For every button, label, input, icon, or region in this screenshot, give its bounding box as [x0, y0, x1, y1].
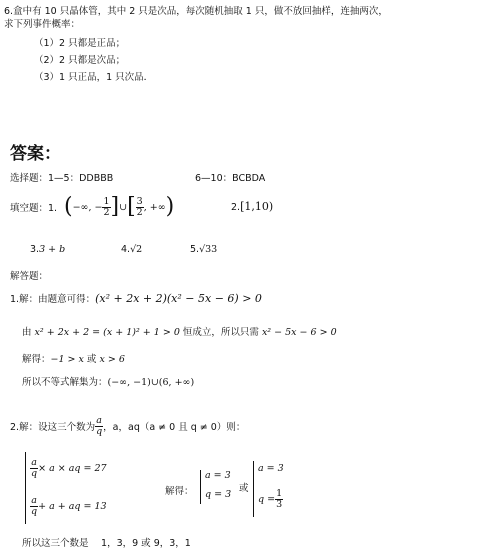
solution-1-q: q = 3	[205, 489, 232, 500]
system-eq-1: $\frac{a}{q}$ × a × aq = 27	[31, 457, 107, 479]
problem-item-2: （2）2 只都是次品；	[34, 55, 126, 66]
solution-brace-2	[253, 461, 255, 517]
union-symbol: ∪	[119, 201, 128, 213]
left-paren: (	[64, 194, 73, 219]
fraction-half: $\frac{1}{2}$	[103, 196, 110, 218]
right-paren: )	[165, 194, 175, 219]
choice-answers-2: 6—10：BCBDA	[195, 173, 266, 184]
choice-answers: 选择题：1—5：DDBBB	[10, 173, 114, 184]
fill-a1-right: , +∞	[143, 201, 166, 213]
problem-line-2: 求下列事件概率：	[4, 19, 81, 30]
problem-item-3: （3）1 只正品，1 只次品．	[34, 72, 154, 83]
solve-heading: 解答题：	[10, 271, 49, 282]
p1-line-2: 由 x² + 2x + 2 = (x + 1)² + 1 > 0 恒成立，所以只需 x² − 5x − 6 > 0	[22, 327, 337, 338]
p1-line-3: 解得：−1 > x 或 x > 6	[22, 354, 125, 365]
huo-label: 或	[239, 483, 249, 494]
solution-2-q: q = $\frac{1}{3}$	[258, 488, 283, 510]
p1-line-4: 所以不等式解集为：(−∞, −1)∪(6, +∞)	[22, 377, 195, 388]
solution-1-a: a = 3	[205, 470, 231, 481]
fill-answer-4: 4.√2	[121, 244, 143, 255]
p2-line-1: 2.解：设这三个数为 $\frac{a}{q}$ ，a，aq（a ≠ 0 且 q ≠ 0）则：	[10, 415, 246, 437]
answer-heading: 答案：	[10, 144, 61, 164]
jiede-label: 解得：	[165, 486, 194, 497]
fraction-three-halves: $\frac{3}{2}$	[136, 196, 143, 218]
right-bracket: ]	[110, 194, 120, 219]
fill-answer-3: 3.3 + b	[30, 244, 66, 255]
p1-line-1: 1.解：由题意可得：(x² + 2x + 2)(x² − 5x − 6) > 0	[10, 292, 262, 305]
system-eq-2: $\frac{a}{q}$ + a + aq = 13	[31, 495, 107, 517]
system-brace	[25, 452, 27, 524]
fill-answer-2: 2.[1,10)	[231, 200, 274, 213]
final-answer: 所以这三个数是 1，3，9 或 9，3，1	[22, 538, 191, 549]
solution-2-a: a = 3	[258, 463, 284, 474]
fill-a1-left: −∞, −	[72, 201, 103, 213]
problem-line-1: 6.盒中有 10 只晶体管，其中 2 只是次品，每次随机抽取 1 只，做不放回抽样，连抽两次，	[4, 6, 388, 17]
problem-item-1: （1）2 只都是正品；	[34, 38, 126, 49]
fraction-a-over-q: $\frac{a}{q}$	[96, 415, 103, 437]
fill-answer-1	[64, 190, 174, 224]
left-bracket: [	[127, 194, 136, 219]
fill-answer-5: 5.√33	[190, 244, 218, 255]
solution-brace-1	[200, 470, 202, 504]
fill-label: 填空题：1.	[10, 203, 58, 214]
